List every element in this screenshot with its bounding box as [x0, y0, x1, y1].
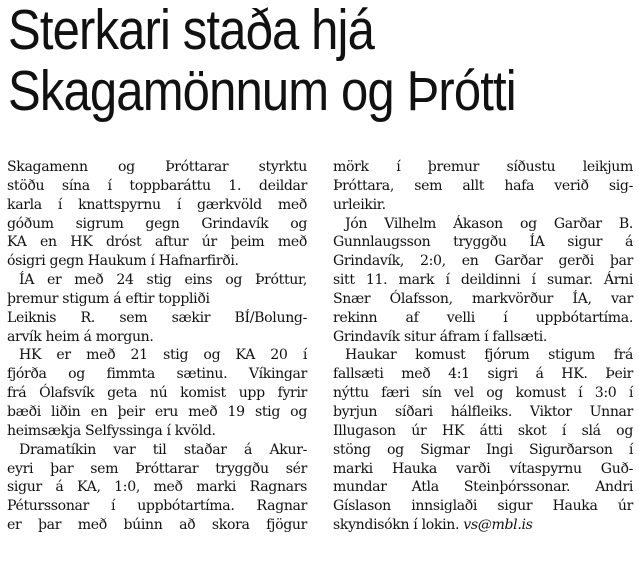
- article-column-right: [333, 158, 633, 535]
- text-line: rekinn af velli í uppbótartíma.: [333, 309, 633, 326]
- text-line: sitt 11. mark í deildinni í sumar. Árni: [333, 272, 633, 289]
- text-line: frá Ólafsvík geta nú komist upp fyrir: [7, 385, 307, 402]
- text-line: ósigri gegn Haukum í Hafnarfirði.: [7, 253, 239, 270]
- text-line: eyri þar sem Þróttarar tryggðu sér: [7, 460, 307, 477]
- text-line-last: [333, 516, 633, 535]
- text-line: Péturssonar í uppbótartíma. Ragnar: [7, 498, 307, 515]
- text-line: karla í knattspyrnu í gærkvöld með: [7, 196, 307, 213]
- headline: [8, 0, 546, 122]
- author-signature[interactable]: vs@mbl.is: [463, 517, 533, 534]
- text-line: góðum sigrum gegn Grindavík og: [7, 215, 307, 232]
- text-line: bæði liðin en þeir eru með 19 stig og: [7, 403, 307, 420]
- text-line: ÍA er með 24 stig eins og Þróttur,: [19, 272, 307, 289]
- text-line: Gunnlaugsson tryggðu ÍA sigur á: [333, 234, 633, 251]
- text-line: Grindavík, 2:0, en Garðar gerði þar: [333, 253, 633, 270]
- text-line: fallsæti með 4:1 sigri á HK. Þeir: [333, 366, 633, 383]
- text-line: Snær Ólafsson, markvörður ÍA, var: [333, 290, 633, 307]
- text-line: marki Hauka varði vítaspyrnu Guð-: [333, 460, 633, 477]
- headline-line-2: Skagamönnum og Þrótti: [8, 59, 516, 123]
- text-line: heimsækja Selfyssinga í kvöld.: [7, 422, 216, 439]
- text-line: arvík heim á morgun.: [7, 328, 154, 345]
- text-line: þremur stigum á eftir toppliði: [7, 290, 210, 307]
- text-line: Jón Vilhelm Ákason og Garðar B.: [345, 215, 633, 232]
- text-line: Þróttara, sem allt hafa verið sig-: [333, 177, 633, 194]
- text-line: Dramatíkin var til staðar á Akur-: [19, 441, 307, 458]
- text-line: mundar Atla Steinþórssonar. Andri: [333, 479, 633, 496]
- text-line: KA en HK dróst aftur úr þeim með: [7, 234, 307, 251]
- text-line: sigur á KA, 1:0, með marki Ragnars: [7, 479, 307, 496]
- text-line: Illugason úr HK átti skot í slá og: [333, 422, 633, 439]
- text-line: er þar með búinn að skora fjögur: [7, 517, 307, 534]
- text-line: Haukar komust fjórum stigum frá: [345, 347, 633, 364]
- article-column-left: [7, 158, 307, 535]
- text-line: Gíslason innsiglaði sigur Hauka úr: [333, 498, 633, 515]
- text-line: urleikir.: [333, 196, 386, 213]
- text-line: stöðu sína í toppbaráttu 1. deildar: [7, 177, 307, 194]
- text-line: byrjun síðari hálfleiks. Viktor Unnar: [333, 403, 633, 420]
- text-line: mörk í þremur síðustu leikjum: [333, 159, 633, 175]
- text-line: Skagamenn og Þróttarar styrktu: [7, 159, 307, 175]
- text-line-last-text: skyndisókn í lokin.: [333, 517, 460, 534]
- text-line: Grindavík situr áfram í fallsæti.: [333, 328, 547, 345]
- text-line: nýttu færi sín vel og komust í 3:0 í: [333, 385, 633, 402]
- text-line: HK er með 21 stig og KA 20 í: [19, 347, 307, 364]
- headline-line-1: Sterkari staða hjá: [8, 0, 374, 62]
- text-line: fjórða og fimmta sætinu. Víkingar: [7, 366, 307, 383]
- text-line: stöng og Sigmar Ingi Sigurðarson í: [333, 441, 633, 458]
- text-line: Leiknis R. sem sækir BÍ/Bolung-: [7, 309, 307, 326]
